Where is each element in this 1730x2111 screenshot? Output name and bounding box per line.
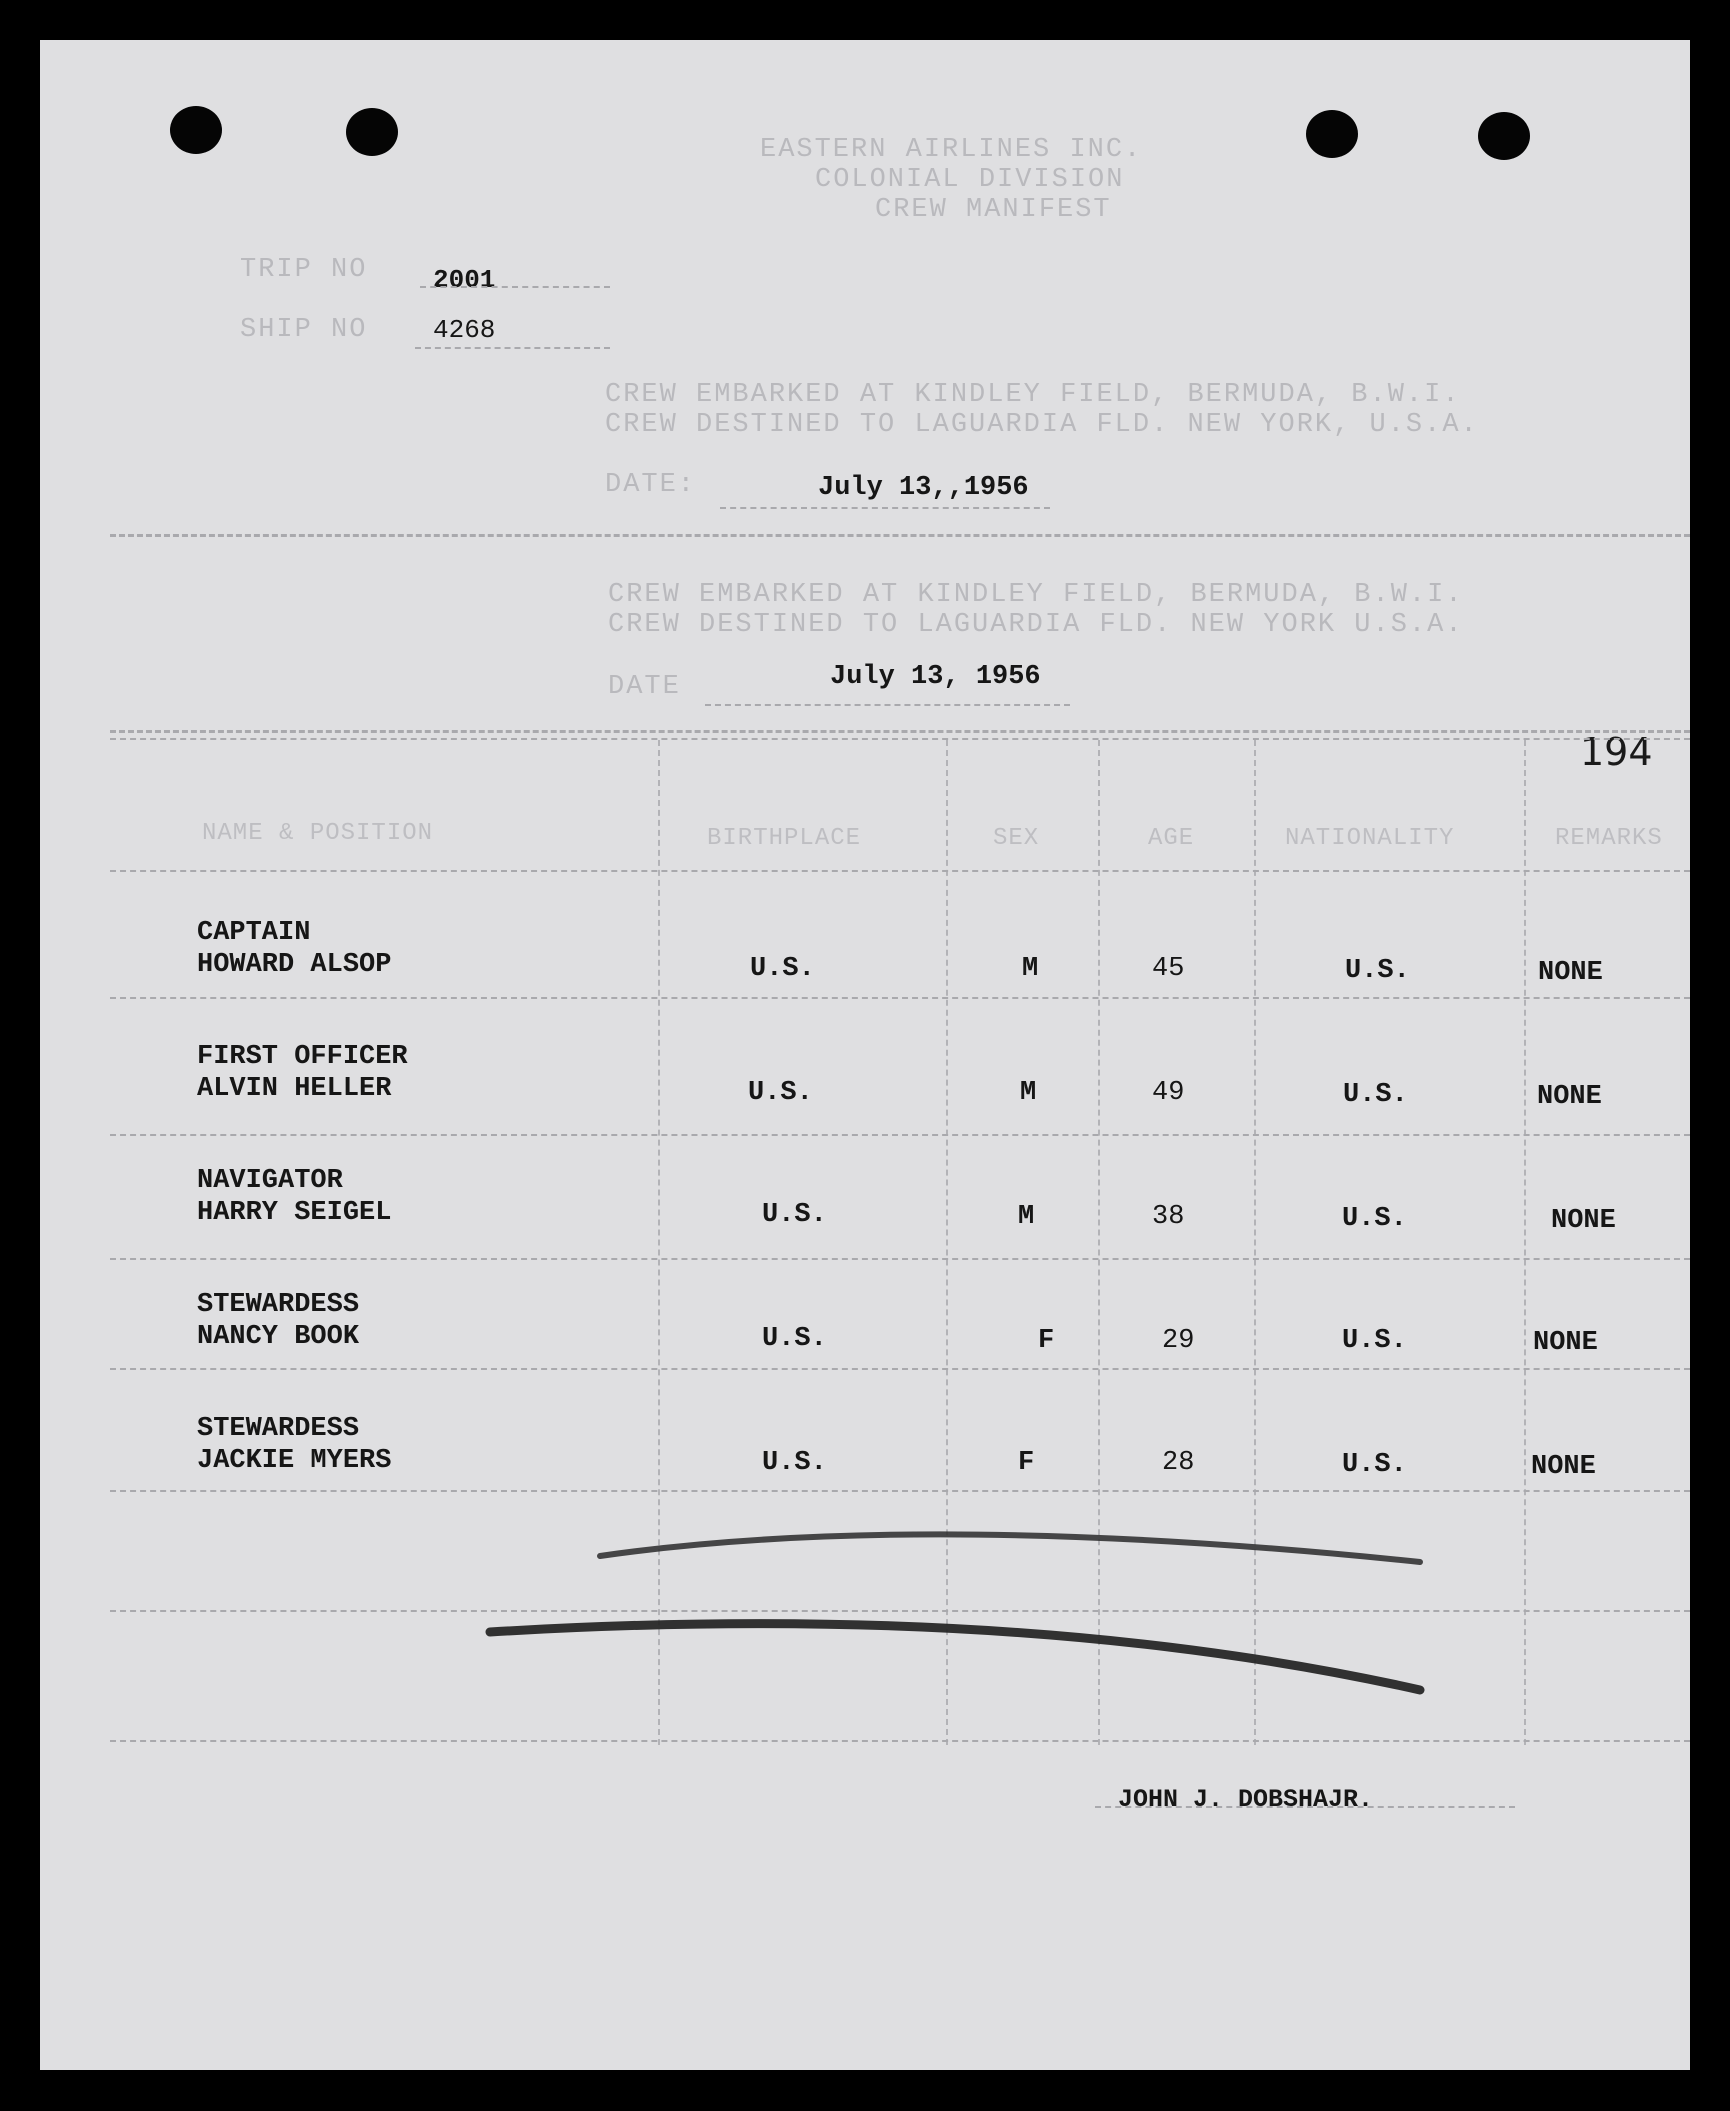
letterhead-company: EASTERN AIRLINES INC.	[760, 135, 1143, 165]
date-value-2: July 13, 1956	[830, 662, 1041, 692]
letterhead-title: CREW MANIFEST	[875, 195, 1112, 225]
trip-label: TRIP NO	[240, 255, 368, 285]
row-4-age: 29	[1162, 1326, 1195, 1356]
row-2-position: FIRST OFFICER	[197, 1042, 408, 1072]
row-5-name: JACKIE MYERS	[197, 1446, 392, 1476]
row-5-birthplace: U.S.	[762, 1448, 827, 1478]
date-value-1: July 13,,1956	[818, 473, 1029, 503]
ship-value: 4268	[433, 315, 496, 345]
header-remarks: REMARKS	[1555, 825, 1663, 852]
page-number: 194	[1580, 730, 1653, 774]
row-1-birthplace: U.S.	[750, 954, 815, 984]
row-4-sex: F	[1038, 1326, 1055, 1356]
row-3-age: 38	[1152, 1202, 1185, 1232]
row-5-sex: F	[1018, 1448, 1035, 1478]
row-3-position: NAVIGATOR	[197, 1166, 343, 1196]
row-3-sex: M	[1018, 1202, 1035, 1232]
header-age: AGE	[1148, 825, 1195, 852]
row-5-nationality: U.S.	[1342, 1450, 1407, 1480]
row-1-remarks: NONE	[1538, 958, 1603, 988]
row-2-birthplace: U.S.	[748, 1078, 813, 1108]
destined-line-2: CREW DESTINED TO LAGUARDIA FLD. NEW YORK U.S.A.	[608, 610, 1464, 640]
strikeout-marks	[40, 40, 1690, 2070]
row-1-sex: M	[1022, 954, 1039, 984]
embarked-line-2: CREW EMBARKED AT KINDLEY FIELD, BERMUDA, B.W.I.	[608, 580, 1464, 610]
row-3-name: HARRY SEIGEL	[197, 1198, 392, 1228]
row-4-name: NANCY BOOK	[197, 1322, 360, 1352]
row-2-remarks: NONE	[1537, 1082, 1602, 1112]
row-4-remarks: NONE	[1533, 1328, 1598, 1358]
row-3-birthplace: U.S.	[762, 1200, 827, 1230]
strike-1	[600, 1534, 1420, 1562]
row-4-position: STEWARDESS	[197, 1290, 360, 1320]
row-4-nationality: U.S.	[1342, 1326, 1407, 1356]
header-sex: SEX	[993, 825, 1040, 852]
row-5-position: STEWARDESS	[197, 1414, 360, 1444]
ship-label: SHIP NO	[240, 315, 368, 345]
row-4-birthplace: U.S.	[762, 1324, 827, 1354]
row-3-nationality: U.S.	[1342, 1204, 1407, 1234]
signature-name: JOHN J. DOBSHAJR.	[1118, 1785, 1374, 1814]
row-1-nationality: U.S.	[1345, 956, 1410, 986]
row-3-remarks: NONE	[1551, 1206, 1616, 1236]
manifest-page	[40, 40, 1690, 2070]
header-name-position: NAME & POSITION	[202, 820, 434, 847]
trip-value: 2001	[433, 265, 496, 295]
strike-2	[490, 1624, 1420, 1690]
embarked-line-1: CREW EMBARKED AT KINDLEY FIELD, BERMUDA, B.W.I.	[605, 380, 1461, 410]
row-2-nationality: U.S.	[1343, 1080, 1408, 1110]
row-5-age: 28	[1162, 1448, 1195, 1478]
row-5-remarks: NONE	[1531, 1452, 1596, 1482]
row-1-position: CAPTAIN	[197, 918, 311, 948]
row-2-name: ALVIN HELLER	[197, 1074, 392, 1104]
row-1-name: HOWARD ALSOP	[197, 950, 392, 980]
letterhead-division: COLONIAL DIVISION	[815, 165, 1125, 195]
header-nationality: NATIONALITY	[1285, 825, 1455, 852]
row-1-age: 45	[1152, 954, 1185, 984]
date-label-1: DATE:	[605, 470, 697, 500]
date-label-2: DATE	[608, 672, 681, 702]
header-birthplace: BIRTHPLACE	[707, 825, 862, 852]
row-2-age: 49	[1152, 1078, 1185, 1108]
destined-line-1: CREW DESTINED TO LAGUARDIA FLD. NEW YORK, U.S.A.	[605, 410, 1479, 440]
row-2-sex: M	[1020, 1078, 1037, 1108]
